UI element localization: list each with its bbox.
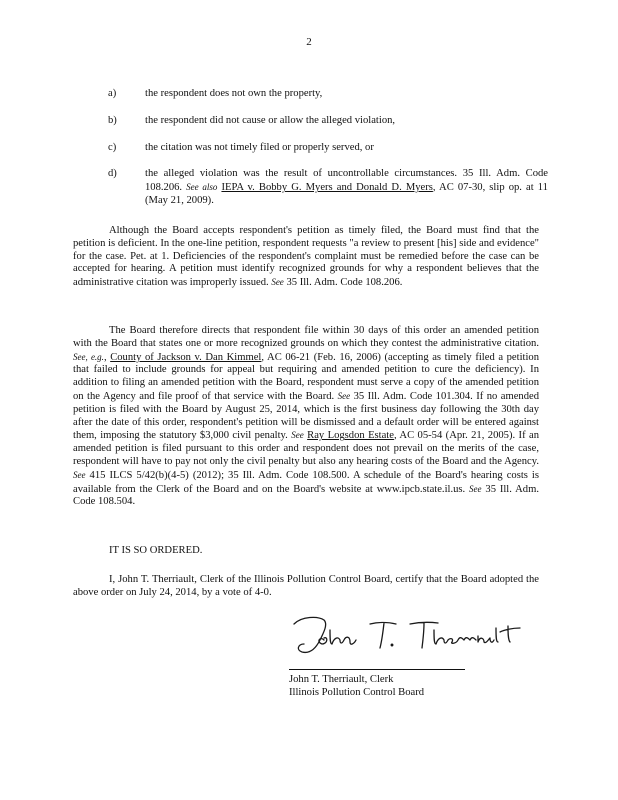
- defense-item-b: [108, 115, 548, 128]
- page-number: 2: [306, 36, 312, 48]
- citation-signal: See: [73, 469, 86, 480]
- paragraph-text: The Board therefore directs that respondent file within 30 days of this order an amended petition with the Board that states one or more recognized grounds on which they contest the administrative citation.: [73, 325, 539, 349]
- citation-signal: See: [271, 277, 284, 288]
- citation-signal: See: [291, 430, 304, 441]
- paragraph-amended-petition-order: [73, 325, 539, 509]
- paragraph-text: ,: [103, 351, 111, 363]
- citation-signal: See: [469, 483, 482, 494]
- signer-organization: Illinois Pollution Control Board: [289, 686, 425, 698]
- item-marker: a): [108, 88, 117, 99]
- item-text: the respondent did not cause or allow the alleged violation,: [145, 114, 396, 126]
- paragraph-text: , AC 06-21 (Feb. 16, 2006) (accepting as timely filed a petition that failed to include grounds for appeal but requiring and amended petition to cure the deficiency). In addition to filing an amended petition with the Board, respondent must serve a copy of the amended petition on the Agency and file proof of that service with the Board.: [73, 351, 540, 402]
- signer-name-title: John T. Therriault, Clerk: [289, 674, 394, 685]
- paragraph-text: , AC 05-54 (Apr. 21, 2005). If an amended petition is filed pursuant to this order and respondent does not prevail on the merits of the case, respondent will have to pay not only the civil penalty but also any hearing costs of the Board and the Agency.: [73, 430, 540, 467]
- paragraph-text: 35 Ill. Adm. Code 108.504.: [73, 483, 539, 508]
- handwritten-signature: [288, 610, 528, 660]
- paragraph-text: 35 Ill. Adm. Code 108.206.: [283, 277, 403, 289]
- item-text-a: the alleged violation was the result of uncontrollable circumstances. 35 Ill. Adm. Code 108.206.: [145, 168, 548, 194]
- signature-line: [289, 669, 465, 670]
- case-name: IEPA v. Bobby G. Myers and Donald D. Myers: [221, 182, 433, 194]
- signature-block: [289, 674, 549, 700]
- item-marker: b): [108, 114, 117, 126]
- paragraph-petition-deficient: [73, 225, 539, 290]
- defense-item-c: [108, 142, 548, 155]
- citation-signal: See, e.g.: [73, 351, 104, 362]
- paragraph-text: Although the Board accepts respondent's petition as timely filed, the Board must find that the petition is deficient. In the one-line petition, respondent requests "a review to present [his] side and evidence" for the case. Pet. at 1. Deficiencies of the respondent's complaint must be remedied before the case can be accepted for hearing. A petition must identify recognized grounds for why a respondent believes that the administrative citation was improperly issued.: [73, 225, 539, 289]
- item-text: [145, 168, 548, 207]
- paragraph-text: 35 Ill. Adm. Code 101.304. If no amended petition is filed with the Board by August 25, 2014, which is the first business day following the 30th day after the date of this order, respondent's petition will be dismissed and a default order will be entered against them, imposing the statutory $3,000 civil penalty.: [73, 390, 539, 442]
- case-name: County of Jackson v. Dan Kimmel: [110, 351, 262, 363]
- item-marker: d): [108, 168, 117, 180]
- paragraph-text: 415 ILCS 5/42(b)(4-5) (2012); 35 Ill. Adm. Code 108.500. A schedule of the Board's hearing costs is available from the Clerk of the Board and on the Board's website at www.ipcb.state.il.us.: [73, 469, 539, 495]
- case-name: Ray Logsdon Estate: [307, 430, 394, 442]
- citation-signal: See also: [186, 182, 218, 193]
- defense-list: [108, 88, 548, 222]
- defense-item-d: [108, 168, 548, 207]
- item-text-b: , AC 07-30, slip op. at 11 (May 21, 2009).: [145, 182, 548, 206]
- item-text: the respondent does not own the property,: [145, 88, 323, 99]
- defense-item-a: [108, 88, 548, 101]
- so-ordered: IT IS SO ORDERED.: [109, 545, 203, 556]
- item-text: the citation was not timely filed or properly served, or: [145, 141, 374, 153]
- clerk-certification: I, John T. Therriault, Clerk of the Illinois Pollution Control Board, certify that the Board adopted the above order on July 24, 2014, by a vote of 4-0.: [73, 574, 539, 598]
- citation-signal: See: [337, 390, 351, 401]
- item-marker: c): [108, 141, 117, 153]
